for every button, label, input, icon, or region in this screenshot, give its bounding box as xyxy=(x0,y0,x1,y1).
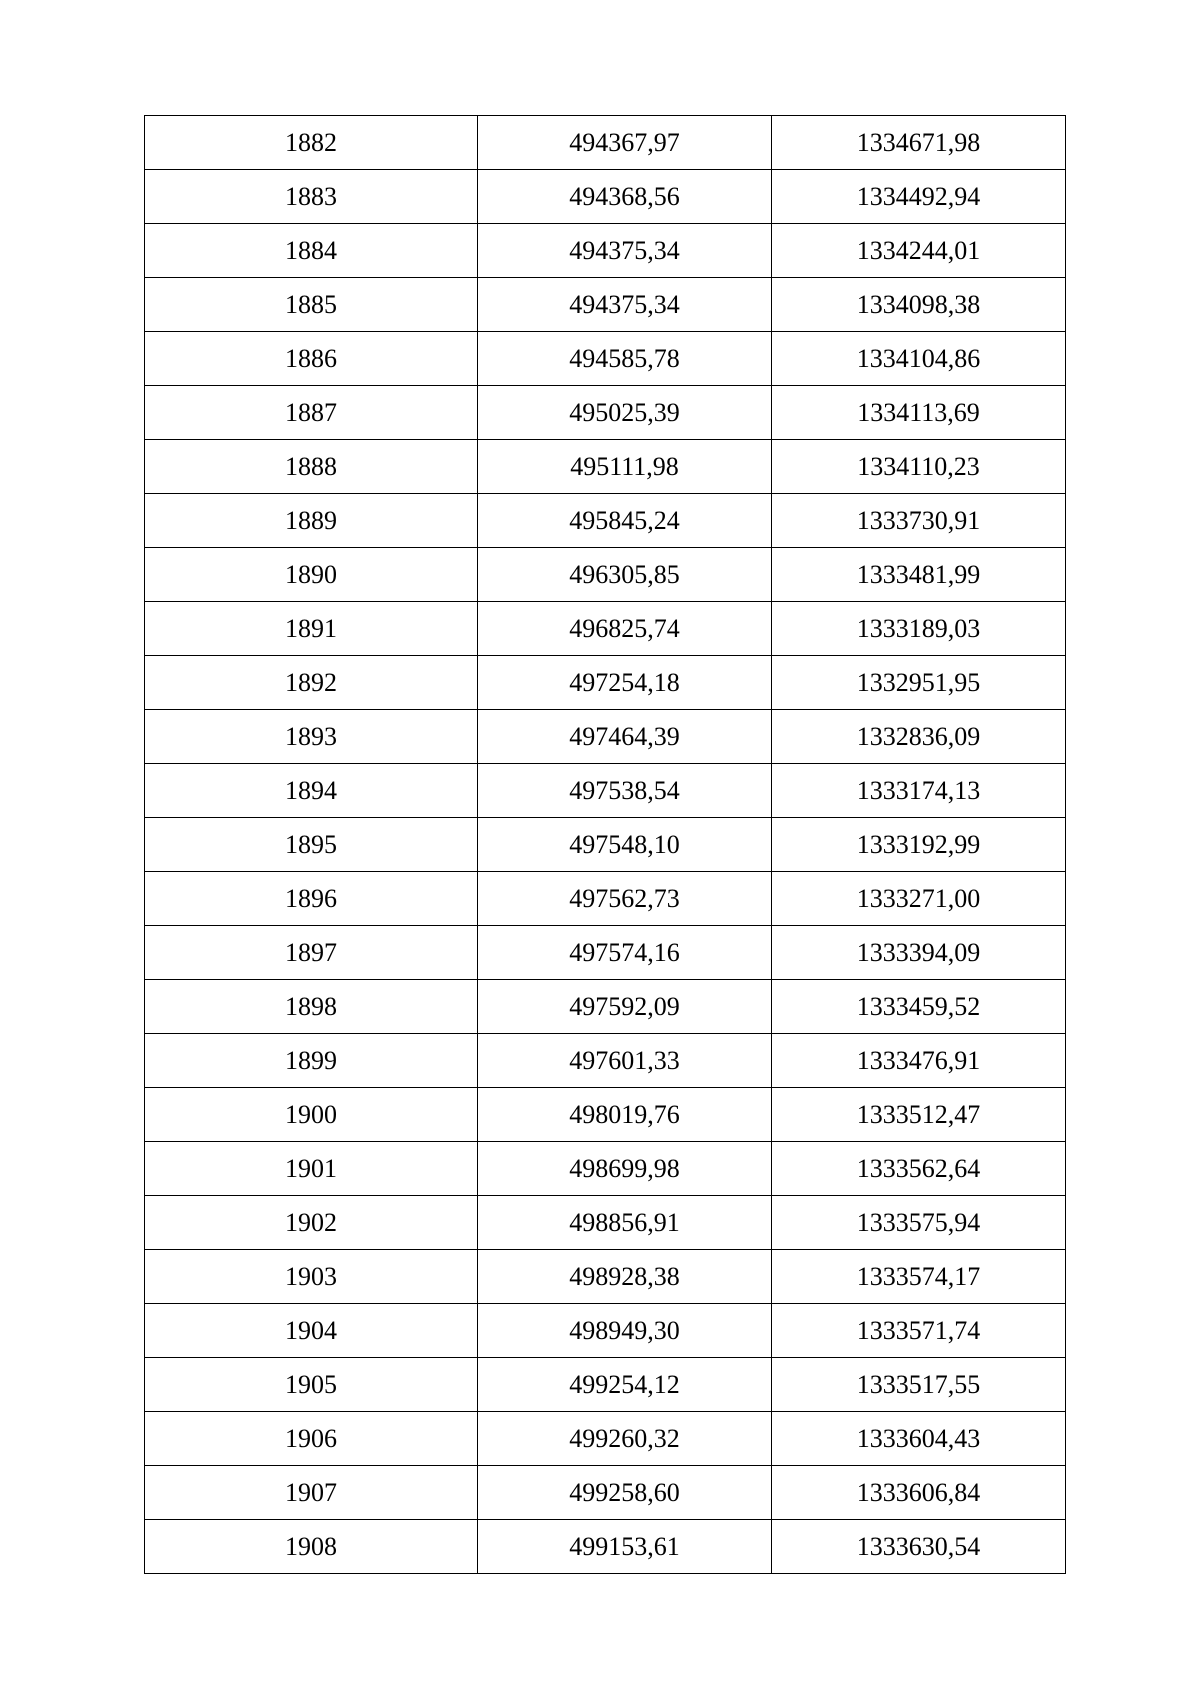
table-row xyxy=(145,224,1066,278)
point-number-cell: 1898 xyxy=(145,980,478,1034)
x-coordinate-cell: 495845,24 xyxy=(478,494,772,548)
y-coordinate-cell: 1333730,91 xyxy=(772,494,1066,548)
x-coordinate-cell: 494585,78 xyxy=(478,332,772,386)
y-coordinate-cell: 1333575,94 xyxy=(772,1196,1066,1250)
table-row xyxy=(145,548,1066,602)
y-coordinate-cell: 1333481,99 xyxy=(772,548,1066,602)
point-number-cell: 1884 xyxy=(145,224,478,278)
x-coordinate-cell: 498949,30 xyxy=(478,1304,772,1358)
x-coordinate-cell: 497464,39 xyxy=(478,710,772,764)
x-coordinate-cell: 497601,33 xyxy=(478,1034,772,1088)
point-number-cell: 1890 xyxy=(145,548,478,602)
point-number-cell: 1888 xyxy=(145,440,478,494)
point-number-cell: 1887 xyxy=(145,386,478,440)
point-number-cell: 1907 xyxy=(145,1466,478,1520)
point-number-cell: 1903 xyxy=(145,1250,478,1304)
point-number-cell: 1893 xyxy=(145,710,478,764)
x-coordinate-cell: 499254,12 xyxy=(478,1358,772,1412)
y-coordinate-cell: 1333562,64 xyxy=(772,1142,1066,1196)
y-coordinate-cell: 1333604,43 xyxy=(772,1412,1066,1466)
point-number-cell: 1886 xyxy=(145,332,478,386)
x-coordinate-cell: 495111,98 xyxy=(478,440,772,494)
table-row xyxy=(145,818,1066,872)
y-coordinate-cell: 1333476,91 xyxy=(772,1034,1066,1088)
point-number-cell: 1902 xyxy=(145,1196,478,1250)
point-number-cell: 1904 xyxy=(145,1304,478,1358)
table-row xyxy=(145,1196,1066,1250)
point-number-cell: 1900 xyxy=(145,1088,478,1142)
x-coordinate-cell: 498856,91 xyxy=(478,1196,772,1250)
y-coordinate-cell: 1333459,52 xyxy=(772,980,1066,1034)
table-row xyxy=(145,494,1066,548)
y-coordinate-cell: 1334110,23 xyxy=(772,440,1066,494)
table-row xyxy=(145,170,1066,224)
table-row xyxy=(145,116,1066,170)
y-coordinate-cell: 1334104,86 xyxy=(772,332,1066,386)
x-coordinate-cell: 497592,09 xyxy=(478,980,772,1034)
x-coordinate-cell: 495025,39 xyxy=(478,386,772,440)
point-number-cell: 1906 xyxy=(145,1412,478,1466)
point-number-cell: 1885 xyxy=(145,278,478,332)
x-coordinate-cell: 494375,34 xyxy=(478,278,772,332)
table-row xyxy=(145,1304,1066,1358)
y-coordinate-cell: 1333517,55 xyxy=(772,1358,1066,1412)
table-row xyxy=(145,1358,1066,1412)
point-number-cell: 1892 xyxy=(145,656,478,710)
coordinates-table-body xyxy=(145,116,1066,1574)
x-coordinate-cell: 494367,97 xyxy=(478,116,772,170)
x-coordinate-cell: 498928,38 xyxy=(478,1250,772,1304)
table-row xyxy=(145,1250,1066,1304)
point-number-cell: 1895 xyxy=(145,818,478,872)
x-coordinate-cell: 497548,10 xyxy=(478,818,772,872)
y-coordinate-cell: 1333174,13 xyxy=(772,764,1066,818)
table-row xyxy=(145,1520,1066,1574)
point-number-cell: 1883 xyxy=(145,170,478,224)
y-coordinate-cell: 1332836,09 xyxy=(772,710,1066,764)
y-coordinate-cell: 1334671,98 xyxy=(772,116,1066,170)
y-coordinate-cell: 1333271,00 xyxy=(772,872,1066,926)
table-row xyxy=(145,926,1066,980)
table-row xyxy=(145,440,1066,494)
x-coordinate-cell: 497538,54 xyxy=(478,764,772,818)
y-coordinate-cell: 1334113,69 xyxy=(772,386,1066,440)
y-coordinate-cell: 1334098,38 xyxy=(772,278,1066,332)
x-coordinate-cell: 497574,16 xyxy=(478,926,772,980)
table-row xyxy=(145,872,1066,926)
point-number-cell: 1908 xyxy=(145,1520,478,1574)
table-row xyxy=(145,332,1066,386)
table-row xyxy=(145,710,1066,764)
x-coordinate-cell: 498699,98 xyxy=(478,1142,772,1196)
y-coordinate-cell: 1333394,09 xyxy=(772,926,1066,980)
table-row xyxy=(145,764,1066,818)
table-row xyxy=(145,1034,1066,1088)
x-coordinate-cell: 496305,85 xyxy=(478,548,772,602)
coordinates-table xyxy=(144,115,1066,1574)
point-number-cell: 1882 xyxy=(145,116,478,170)
table-row xyxy=(145,1088,1066,1142)
y-coordinate-cell: 1333571,74 xyxy=(772,1304,1066,1358)
y-coordinate-cell: 1333512,47 xyxy=(772,1088,1066,1142)
table-row xyxy=(145,1142,1066,1196)
x-coordinate-cell: 499260,32 xyxy=(478,1412,772,1466)
point-number-cell: 1897 xyxy=(145,926,478,980)
point-number-cell: 1901 xyxy=(145,1142,478,1196)
y-coordinate-cell: 1333630,54 xyxy=(772,1520,1066,1574)
y-coordinate-cell: 1334492,94 xyxy=(772,170,1066,224)
point-number-cell: 1889 xyxy=(145,494,478,548)
table-row xyxy=(145,1466,1066,1520)
y-coordinate-cell: 1332951,95 xyxy=(772,656,1066,710)
x-coordinate-cell: 497562,73 xyxy=(478,872,772,926)
point-number-cell: 1891 xyxy=(145,602,478,656)
x-coordinate-cell: 499258,60 xyxy=(478,1466,772,1520)
table-row xyxy=(145,1412,1066,1466)
point-number-cell: 1896 xyxy=(145,872,478,926)
point-number-cell: 1899 xyxy=(145,1034,478,1088)
y-coordinate-cell: 1334244,01 xyxy=(772,224,1066,278)
x-coordinate-cell: 494375,34 xyxy=(478,224,772,278)
y-coordinate-cell: 1333574,17 xyxy=(772,1250,1066,1304)
table-row xyxy=(145,278,1066,332)
y-coordinate-cell: 1333192,99 xyxy=(772,818,1066,872)
table-row xyxy=(145,386,1066,440)
table-row xyxy=(145,656,1066,710)
point-number-cell: 1905 xyxy=(145,1358,478,1412)
y-coordinate-cell: 1333606,84 xyxy=(772,1466,1066,1520)
x-coordinate-cell: 496825,74 xyxy=(478,602,772,656)
table-row xyxy=(145,980,1066,1034)
x-coordinate-cell: 499153,61 xyxy=(478,1520,772,1574)
y-coordinate-cell: 1333189,03 xyxy=(772,602,1066,656)
x-coordinate-cell: 497254,18 xyxy=(478,656,772,710)
table-row xyxy=(145,602,1066,656)
x-coordinate-cell: 498019,76 xyxy=(478,1088,772,1142)
point-number-cell: 1894 xyxy=(145,764,478,818)
x-coordinate-cell: 494368,56 xyxy=(478,170,772,224)
